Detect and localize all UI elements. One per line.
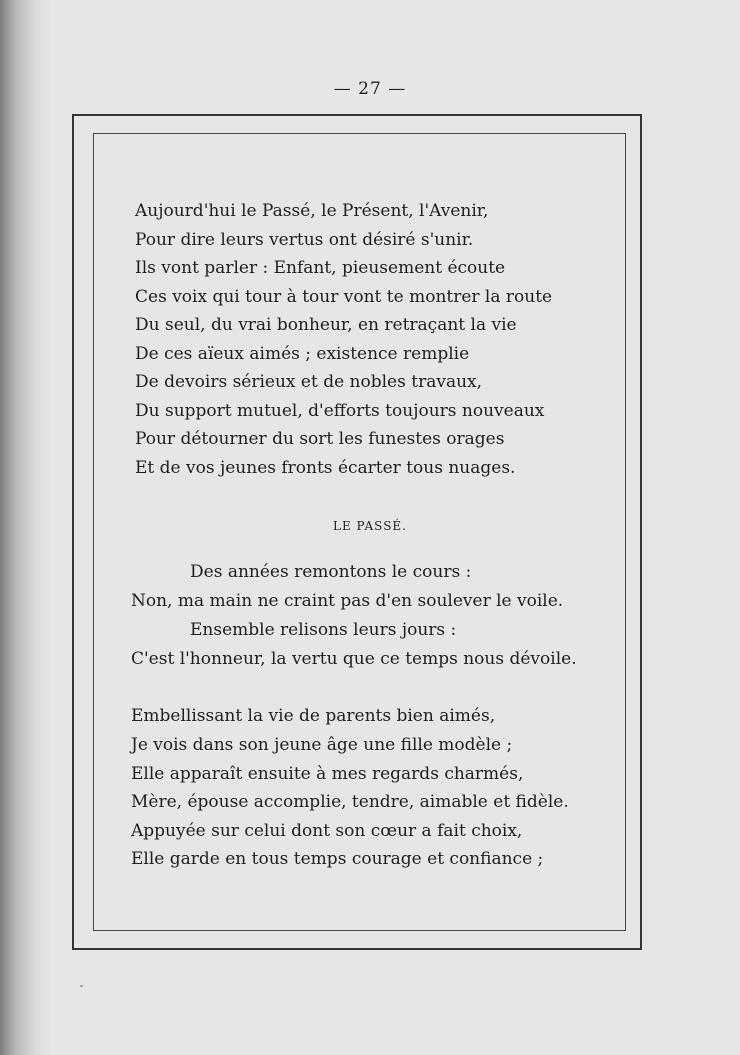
verse-line: Des années remontons le cours : (190, 562, 472, 582)
verse-line: Pour dire leurs vertus ont désiré s'unir. (135, 229, 474, 250)
verse-line: Ils vont parler : Enfant, pieusement écoute (135, 258, 506, 278)
verse-line: Du support mutuel, d'efforts toujours nouveaux (135, 400, 545, 421)
verse-line: Non, ma main ne craint pas d'en soulever le voile. (131, 591, 564, 611)
verse-line: De devoirs sérieux et de nobles travaux, (135, 372, 483, 392)
verse-line: Ensemble relisons leurs jours : (190, 620, 457, 640)
verse-line: Pour détourner du sort les funestes orages (135, 429, 505, 449)
verse-line: Ces voix qui tour à tour vont te montrer la route (135, 286, 553, 307)
verse-line: Je vois dans son jeune âge une fille modèle ; (131, 735, 513, 755)
verse-line: Mère, épouse accomplie, tendre, aimable et fidèle. (131, 792, 569, 812)
verse-line: De ces aïeux aimés ; existence remplie (135, 343, 470, 364)
verse-line: Et de vos jeunes fronts écarter tous nuages. (135, 457, 516, 478)
section-title: LE PASSÉ. (333, 519, 407, 533)
verse-line: Aujourd'hui le Passé, le Présent, l'Avenir, (135, 201, 489, 221)
verse-line: Du seul, du vrai bonheur, en retraçant la vie (135, 315, 517, 335)
verse-line: Elle garde en tous temps courage et confiance ; (131, 849, 544, 869)
verse-line: Elle apparaît ensuite à mes regards charmés, (131, 763, 524, 784)
verse-line: Embellissant la vie de parents bien aimés, (131, 706, 496, 726)
verse-line: C'est l'honneur, la vertu que ce temps nous dévoile. (131, 649, 577, 669)
verse-line: Appuyée sur celui dont son cœur a fait choix, (131, 820, 523, 841)
page-number: — 27 — (333, 79, 407, 99)
paper-speck (80, 985, 83, 987)
